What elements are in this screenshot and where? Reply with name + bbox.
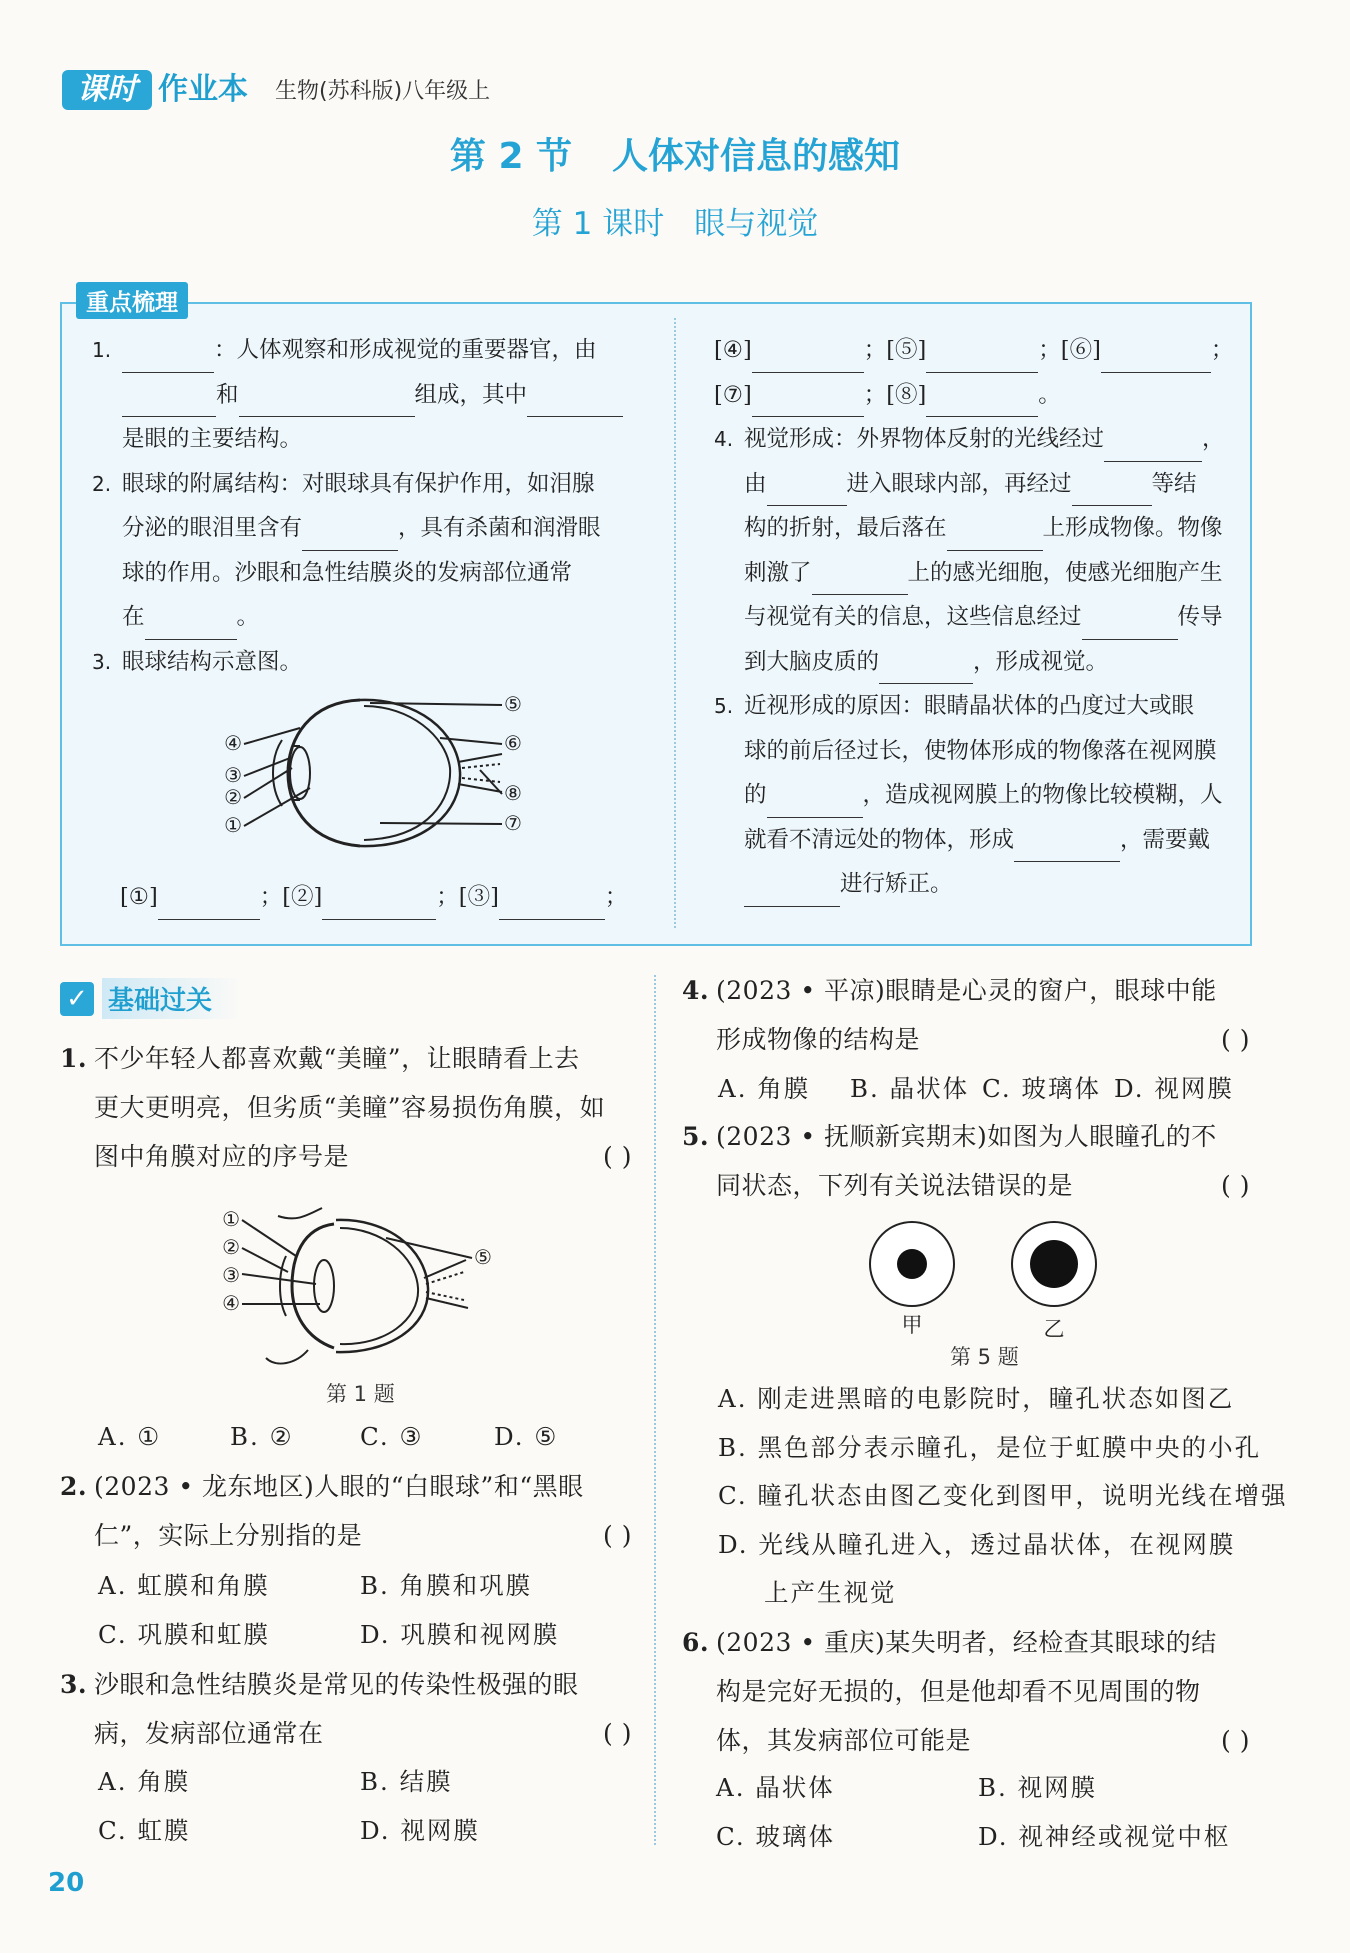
checkbox-icon: ✓ — [60, 982, 94, 1016]
option-d[interactable]: D. ⑤ — [494, 1422, 559, 1451]
q1-eye-diagram — [222, 1198, 506, 1376]
option-d[interactable]: D. 光线从瞳孔进入，透过晶状体，在视网膜 — [718, 1530, 1236, 1559]
key-line: 由 进入眼球内部，再经过 等结 — [714, 462, 1234, 507]
option-b[interactable]: B. 黑色部分表示瞳孔，是位于虹膜中央的小孔 — [718, 1433, 1262, 1462]
option-d[interactable]: D. 视网膜 — [1114, 1074, 1234, 1103]
option-d[interactable]: D. 视网膜 — [360, 1816, 480, 1845]
diagram-label: ② — [222, 1235, 240, 1259]
option-c[interactable]: C. 巩膜和虹膜 — [98, 1620, 270, 1649]
key-line: 4. 视觉形成：外界物体反射的光线经过 ， — [714, 417, 1234, 462]
logo: 课时 — [62, 70, 152, 110]
diagram-label: ③ — [222, 1263, 240, 1287]
question-line: 同状态，下列有关说法错误的是 ( ) — [682, 1161, 1250, 1210]
eye-structure-diagram — [224, 688, 522, 858]
option-d[interactable]: D. 巩膜和视网膜 — [360, 1620, 560, 1649]
question-line: 3. 沙眼和急性结膜炎是常见的传染性极强的眼 — [60, 1670, 579, 1699]
option-a[interactable]: A. 刚走进黑暗的电影院时，瞳孔状态如图乙 — [718, 1384, 1235, 1413]
section-title: 第 2 节 人体对信息的感知 — [449, 136, 901, 177]
key-line: 进行矫正。 — [714, 862, 1234, 907]
option-a[interactable]: A. 晶状体 — [716, 1773, 835, 1802]
question-line: 2. (2023 • 龙东地区)人眼的“白眼球”和“黑眼 — [60, 1472, 584, 1501]
answer-bracket[interactable]: ( ) — [603, 1521, 632, 1550]
option-d[interactable]: D. 视神经或视觉中枢 — [978, 1822, 1231, 1851]
key-blanks-row: [①] ；[②] ；[③] ； — [120, 875, 627, 920]
option-b[interactable]: B. 角膜和巩膜 — [360, 1571, 533, 1600]
question-line: 1. 不少年轻人都喜欢戴“美瞳”，让眼睛看上去 — [60, 1044, 580, 1073]
key-line: 的 ，造成视网膜上的物像比较模糊，人 — [714, 773, 1234, 818]
brand-name: 作业本 — [158, 72, 248, 107]
pupil-small — [897, 1249, 927, 1279]
subject-grade: 生物(苏科版)八年级上 — [275, 79, 491, 104]
option-c[interactable]: C. ③ — [360, 1422, 424, 1451]
diagram-label: ② — [224, 785, 242, 809]
question-line: 4. (2023 • 平凉)眼睛是心灵的窗户，眼球中能 — [682, 976, 1217, 1005]
key-line: 是眼的主要结构。 — [122, 426, 303, 452]
key-line: 刺激了 上的感光细胞，使感光细胞产生 — [714, 551, 1234, 596]
answer-bracket[interactable]: ( ) — [603, 1142, 632, 1171]
figure-caption: 第 5 题 — [950, 1345, 1019, 1369]
key-left-column — [92, 328, 637, 684]
key-line: 和 组成，其中 — [92, 373, 637, 418]
question-line: 病，发病部位通常在 ( ) — [60, 1709, 632, 1758]
option-a[interactable]: A. ① — [98, 1422, 162, 1451]
question-4 — [682, 966, 1250, 1064]
key-line: 与视觉有关的信息，这些信息经过 传导 — [714, 595, 1234, 640]
diagram-label: ⑥ — [504, 731, 522, 755]
option-b[interactable]: B. 结膜 — [360, 1767, 453, 1796]
pupil-large — [1030, 1240, 1078, 1288]
answer-bracket[interactable]: ( ) — [1221, 1025, 1250, 1054]
column-divider — [654, 975, 656, 1845]
option-a[interactable]: A. 虹膜和角膜 — [98, 1571, 270, 1600]
fig-label-yi: 乙 — [1043, 1317, 1065, 1341]
question-line: 6. (2023 • 重庆)某失明者，经检查其眼球的结 — [682, 1628, 1217, 1657]
question-line: 构是完好无损的，但是他却看不见周围的物 — [716, 1677, 1201, 1706]
diagram-label: ④ — [222, 1291, 240, 1315]
answer-bracket[interactable]: ( ) — [1221, 1726, 1250, 1755]
diagram-label: ⑧ — [504, 781, 522, 805]
figure-caption: 第 1 题 — [326, 1382, 395, 1406]
q5-pupil-figure — [860, 1220, 1110, 1350]
diagram-label: ① — [224, 813, 242, 837]
key-line: 分泌的眼泪里含有 ，具有杀菌和润滑眼 — [92, 506, 637, 551]
option-d-continued: 上产生视觉 — [764, 1578, 897, 1607]
question-2 — [60, 1462, 632, 1560]
answer-bracket[interactable]: ( ) — [1221, 1171, 1250, 1200]
diagram-label: ④ — [224, 731, 242, 755]
option-b[interactable]: B. ② — [230, 1422, 294, 1451]
key-line: 在 。 — [92, 595, 637, 640]
option-b[interactable]: B. 视网膜 — [978, 1773, 1098, 1802]
question-line: 5. (2023 • 抚顺新宾期末)如图为人眼瞳孔的不 — [682, 1122, 1217, 1151]
option-b[interactable]: B. 晶状体 — [850, 1074, 970, 1103]
key-line: 球的作用。沙眼和急性结膜炎的发病部位通常 — [122, 559, 573, 586]
option-c[interactable]: C. 瞳孔状态由图乙变化到图甲，说明光线在增强 — [718, 1481, 1288, 1510]
question-6 — [682, 1618, 1250, 1765]
key-line: 构的折射，最后落在 上形成物像。物像 — [714, 506, 1234, 551]
diagram-label: ⑦ — [504, 811, 522, 835]
option-a[interactable]: A. 角膜 — [718, 1074, 811, 1103]
key-right-column — [714, 328, 1234, 907]
diagram-label: ⑤ — [474, 1245, 492, 1269]
key-line: 5. 近视形成的原因：眼睛晶状体的凸度过大或眼 — [714, 693, 1195, 719]
option-a[interactable]: A. 角膜 — [98, 1767, 191, 1796]
key-line: 到大脑皮质的 ，形成视觉。 — [714, 640, 1234, 685]
diagram-label: ① — [222, 1207, 240, 1231]
question-3 — [60, 1660, 632, 1758]
column-divider — [674, 318, 676, 928]
key-line: 1. ：人体观察和形成视觉的重要器官，由 — [92, 328, 637, 373]
key-line: 球的前后径过长，使物体形成的物像落在视网膜 — [744, 737, 1217, 764]
option-c[interactable]: C. 虹膜 — [98, 1816, 191, 1845]
question-line: 图中角膜对应的序号是 ( ) — [60, 1132, 632, 1181]
diagram-label: ⑤ — [504, 692, 522, 716]
question-line: 仁”，实际上分别指的是 ( ) — [60, 1511, 632, 1560]
fig-label-jia: 甲 — [901, 1313, 923, 1337]
question-1 — [60, 1034, 632, 1181]
page-number: 20 — [48, 1868, 85, 1898]
question-5 — [682, 1112, 1250, 1210]
key-line: 2. 眼球的附属结构：对眼球具有保护作用，如泪腺 — [92, 470, 595, 497]
key-line: [④] ；[⑤] ；[⑥] ； — [714, 328, 1234, 373]
key-line: 3. 眼球结构示意图。 — [92, 648, 303, 675]
question-line: 形成物像的结构是 ( ) — [682, 1015, 1250, 1064]
option-c[interactable]: C. 玻璃体 — [982, 1074, 1101, 1103]
question-line: 更大更明亮，但劣质“美瞳”容易损伤角膜，如 — [94, 1093, 606, 1122]
key-line: [⑦] ；[⑧] 。 — [714, 373, 1234, 418]
question-line: 体，其发病部位可能是 ( ) — [682, 1716, 1250, 1765]
basic-section-label: ✓ 基础过关 — [60, 978, 242, 1019]
option-c[interactable]: C. 玻璃体 — [716, 1822, 835, 1851]
answer-bracket[interactable]: ( ) — [603, 1719, 632, 1748]
key-line: 就看不清远处的物体，形成 ，需要戴 — [714, 818, 1234, 863]
lesson-title: 第 1 课时 眼与视觉 — [531, 206, 819, 242]
diagram-label: ③ — [224, 763, 242, 787]
key-points-label: 重点梳理 — [76, 282, 188, 319]
